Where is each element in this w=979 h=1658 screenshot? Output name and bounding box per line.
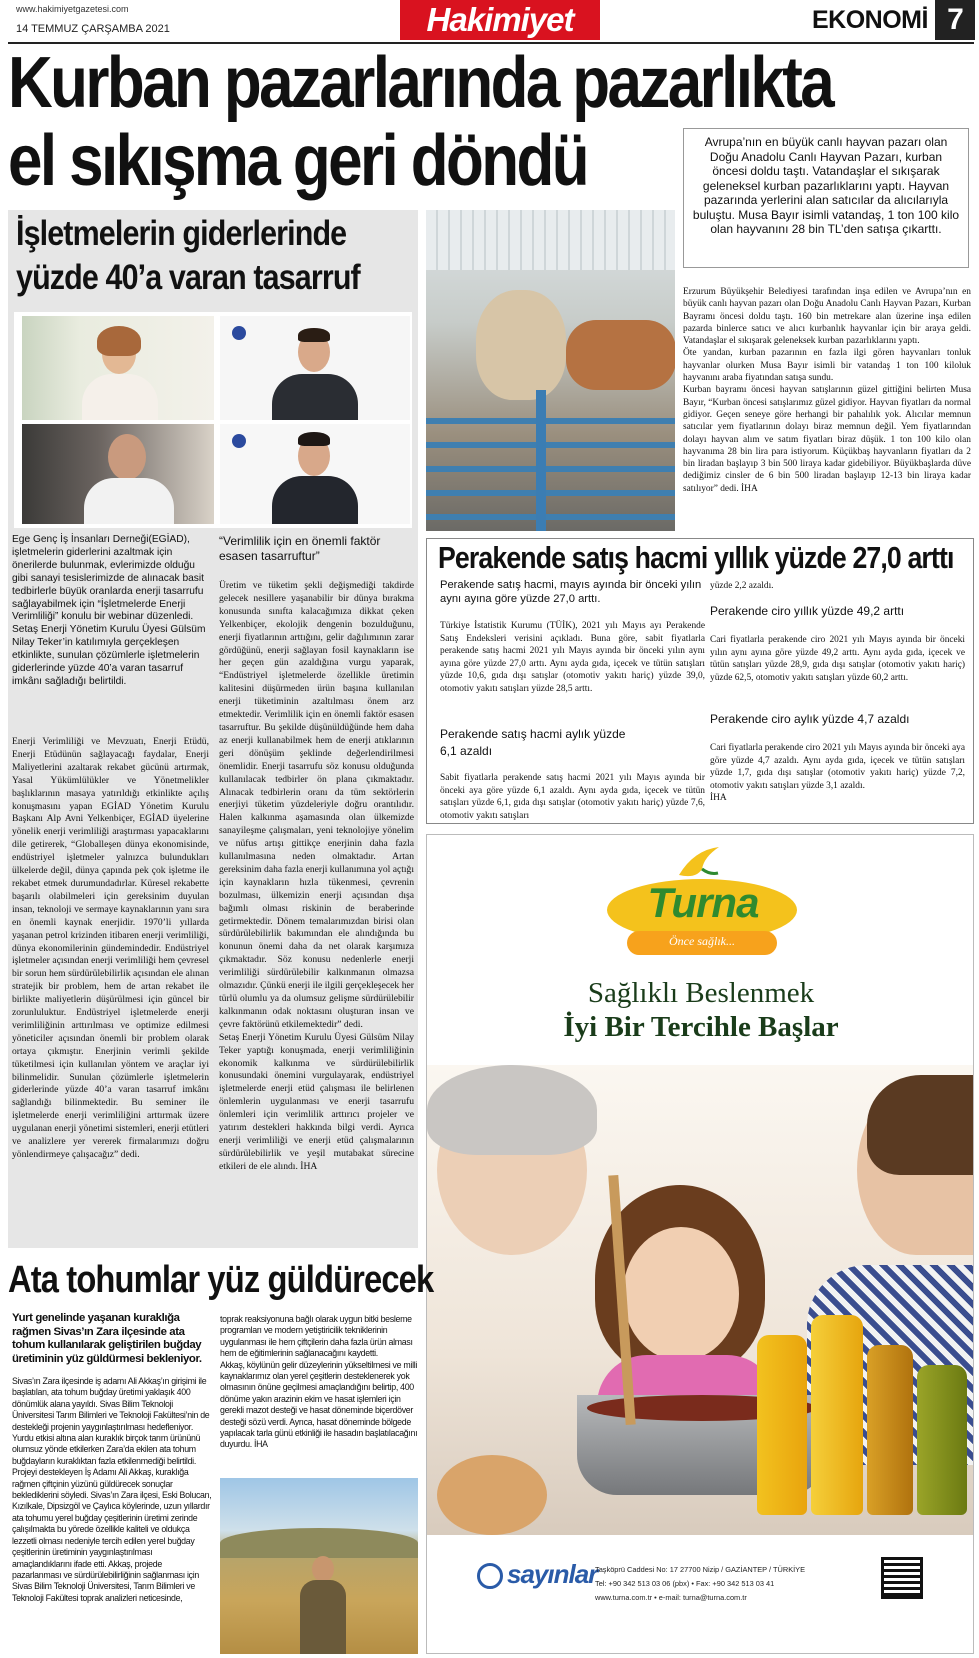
retail-sub2: Perakende ciro yıllık yüzde 49,2 arttı (710, 604, 905, 618)
person-hair (298, 328, 330, 342)
oil-bottle-3 (867, 1345, 913, 1515)
bull-head (476, 290, 566, 400)
main-body: Erzurum Büyükşehir Belediyesi tarafından inşa edilen ve Avrupa’nın en büyük canlı hayvan pazarı olan Doğu Anadolu Canlı Hayvan Pazarı, Kurban Bayramı öncesi doldu taştı. 160 bin metrekare alan üzerine inşa edilen pazarda binlerce satıcı ve alıcı kurbanlık hayvanlar için bir araya geldi. Vatandaşlar el sıkışarak geleneksek kurban pazarlıklarını yaptı. Öte yandan, kurban pazarının en fazla ilgi gören hayvanları tonluk hayvanlar olurken Musa Bayır isimli bir vatandaş 1 ton 100 kiloluk hayvanını araba fiyatından satışa sundu. Kurban bayramı öncesi hayvan satışlarının güzel gittiğini belirten Musa Bayır, “Kurban öncesi satışlarımız güzel gidiyor. Hayvan fiyatları da normal gidiyor. Geçen seneye göre herhangi bir pahalılık yok. Alıcılar memnun satıcılar yem fiyatlarının dolayı biraz memnun değil. Yem fiyatlarından dolayı hayvan alım ve satım fiyatları biraz düşük. 1 ton 100 kilo olan hayvanıma 28 bin lira para istiyorum. Küçükbaş hayvanların fiyatları da 2 bin liradan başlayıp 3 bin 500 liraya kadar gidebiliyor. Büyükbaşlarda düve dediğimiz cinsler de 6 bin 500 liradan başlayıp 12-13 bin liraya kadar satılıyor” dedi. İHA (683, 287, 971, 494)
main-summary-box (683, 128, 969, 268)
wheat-field-photo (220, 1478, 418, 1654)
logo-badge-icon (232, 326, 246, 340)
ad-slogan-line1: Sağlıklı Beslenmek (587, 977, 815, 1009)
webinar-tile-man-3 (220, 424, 410, 524)
person-body (82, 374, 158, 420)
farmer-head (312, 1556, 334, 1582)
sayinlar-icon (477, 1563, 503, 1589)
farmer-body (300, 1580, 346, 1654)
main-headline-line1: Kurban pazarlarında pazarlıkta (8, 43, 833, 123)
retail-p4: Cari fiyatlarla perakende ciro 2021 yılı Mayıs ayında bir önceki aya göre yüzde 4,7 azaldı. Aynı ayda gıda, içecek ve tütün satışları yüzde 1,7, gıda dışı satışlar (otomotiv yakıtı hariç) yüzde 7,2, otomotiv yakıtı satışları yüzde 3,1 azaldı. İHA (710, 743, 965, 803)
egiad-body-col1: Enerji Verimliliği ve Mevzuatı, Enerji Etüdü, Enerji Etüdünün sağlayacağı faydalar, Enerji Maliyetlerini azaltarak rekabet gücünü artırmak, Yasal Yükümlülükler ve Yönetmelikler başlıklarının masaya yatırıldığı etkinlikte açılış konuşmasını yapan EGİAD Yönetim Kurulu Başkanı Alp Avni Yelkenbiçer, EGİAD üyelerine yönelik enerji verimliliği araştırması yapacaklarını dile getirerek, “Globalleşen dünya ekonomisinde, endüstriyel işletmeler yalnızca bulundukları ülkelerde değil, dünya çapında pek çok işletme ile rekabet etmek durumundadırlar. Küresel rekabette başarılı olabilmeleri için gereksinim duyulan insan, teknoloji ve sermaye kaynaklarının yanı sıra en önemli kaynak enerjidir. 1970’li yıllarda yaşanan petrol krizinden itibaren enerji verimliliği, dünya ekonomilerinin gündemindedir. Endüstriyel işletmeler açısından enerji verimliliği hem çevresel bir sorun hem sürdürülebilirlik açısından ele alınan stratejik bir problem, hem de artan rekabet ile birlikte maliyetlerin düşürülmesi için güncel bir zorunluluktur. Endüstriyel işletmelerde enerji verimliliğinin arttırılması ve optimize edilmesi yöneticiler açısından önemli bir problem olarak ortaya çıkmıştır. Enerjinin verimli şekilde tüketilmesi için kullanılan yöntem ve araçlar iyi bilinmelidir. Sunulan çözümlerle işletmelerin giderlerinde yüzde 40’a varan tasarruf imkânı sağlandığı bilinmektedir. Bu seminer ile işletmelerde enerji verimliliğini arttırmak üzere uygulanan enerji yönetimi sistemleri, enerji etütleri ve analizlere yer vererek firmalarımızı doğru yönlendirmeye çalışacağız” dedi. (12, 736, 209, 1160)
railing (426, 400, 675, 531)
seed-body-col2: toprak reaksiyonuna bağlı olarak uygun bitki besleme programları ve modern yetiştiricilik tekniklerinin uygulanması ile hem çiftçilerin daha fazla ürün alması hem de eğitimlerinin sağlanacağını kaydetti. Akkaş, köylünün gelir düzeylerinin yükseltilmesi ve milli kaynaklarımız olan yerel çeşitlerin desteklenerek yok olmasının önüne geçilmesi amaçlandığını belirtip, 400 dönüme yakın arazinin ekim ve hasat işlemleri için gerekli mazot desteği ve hasat döneminde biçerdöver desteği sözü verdi. Ayrıca, hasat döneminde bölgede yapılacak tarla günü etkinliği ile hasadın başlatılacağını duyurdu. İHA (220, 1314, 418, 1450)
webinar-photo (14, 312, 412, 528)
person-body (272, 476, 358, 524)
webinar-tile-woman (22, 316, 214, 420)
retail-p1: Türkiye İstatistik Kurumu (TÜİK), 2021 yılı Mayıs ayı Perakende Satış Endeksleri verisini açıkladı. Buna göre, sabit fiyatlarla perakende satış hacmi 2021 yılı Mayıs ayında bir önceki yılın aynı ayına göre yüzde 27,0 arttı. Aynı ayda gıda, içecek ve tütün satışları yüzde 10,6, gıda dışı satışlar (otomotiv yakıtı hariç) yüzde 39,0, otomotiv yakıtı satışları yüzde 28,5 arttı. (440, 621, 705, 694)
section-name: EKONOMİ (812, 6, 928, 34)
ad-slogan-line2: İyi Bir Tercihle Başlar (563, 1011, 839, 1043)
person-hair (298, 432, 330, 446)
retail-p3: Cari fiyatlarla perakende ciro 2021 yılı Mayıs ayında bir önceki yılın aynı ayına göre yüzde 49,2 arttı. Aynı ayda gıda, içecek ve tütün satışları yüzde 28,9, gıda dışı satışlar (otomotiv yakıtı hariç) yüzde 62,5, otomotiv yakıtı satışları yüzde 60,2 arttı. (710, 635, 965, 683)
oil-bottle-2 (811, 1315, 863, 1515)
webinar-tile-man-1 (220, 316, 410, 420)
retail-sub3: Perakende ciro aylık yüzde 4,7 azaldı (710, 712, 910, 726)
hill (220, 1528, 418, 1558)
oil-bottle-1 (757, 1335, 807, 1515)
retail-lead: Perakende satış hacmi, mayıs ayında bir önceki yılın aynı ayına göre yüzde 27,0 arttı. (440, 579, 702, 605)
person-body (272, 374, 358, 420)
person-head (108, 434, 146, 480)
mother-hair (867, 1075, 974, 1175)
retail-sub1: Perakende satış hacmi aylık yüzde 6,1 azaldı (440, 727, 626, 758)
webinar-tile-man-2 (22, 424, 214, 524)
ad-address: Taşköprü Caddesi No: 17 27700 Nizip / GAZİANTEP / TÜRKİYE (595, 1565, 806, 1574)
person-hair (97, 326, 141, 356)
oil-bottle-4 (917, 1365, 967, 1515)
grandmother-hair (427, 1065, 597, 1155)
turna-tagline: Önce sağlık... (669, 934, 735, 948)
seed-lead: Yurt genelinde yaşanan kuraklığa rağmen Sivas’ın Zara ilçesinde ata tohum kullanılarak geliştirilen buğday üretiminin yüz güldürmesi bekleniyor. (12, 1312, 202, 1365)
egiad-headline-line1: İşletmelerin giderlerinde (16, 214, 347, 253)
masthead-logo[interactable] (400, 0, 600, 40)
bull-body-right (566, 320, 675, 390)
retail-p2-cont: yüzde 2,2 azaldı. (710, 581, 774, 591)
cattle-market-photo (426, 210, 675, 531)
sayinlar-brand: sayınlar (507, 1559, 598, 1589)
page-number: 7 (947, 3, 963, 36)
main-headline-line2: el sıkışma geri döndü (8, 121, 587, 201)
page-number-box (935, 0, 975, 40)
egiad-subhead: “Verimlilik için en önemli faktör esasen tasarruftur” (219, 534, 381, 563)
turna-advertisement[interactable] (426, 834, 974, 1654)
retail-headline: Perakende satış hacmi yıllık yüzde 27,0 arttı (438, 540, 954, 575)
person-body (84, 478, 174, 524)
issue-date: 14 TEMMUZ ÇARŞAMBA 2021 (16, 23, 170, 35)
egiad-body-col2: Üretim ve tüketim şekli değişmediği takdirde gelecek nesillere yaşanabilir bir dünya bırakma konusunda sınıfta kalacağımıza dikkat çeken Yelkenbiçer, ekolojik dengenin bozulduğunu, enerji fiyatlarının arttığını, gelir dağılımının zarar gördüğünü, enerji sağlayan fosil kaynakların ise her geçen gün azaldığına vurgu yaparak, “Endüstriyel işletmelerde özellikle üretimin kalitesini düşürmeden ürün başına kullanılan enerji tüketiminin azaltılması önem arz etmektedir. Verimlilik için en önemli faktör esasen tasarruftur. Bu şekilde düşünüldüğünde hem daha az enerji kullanabilmek hem de enerji atıklarının geri dönüşüm şeklinde değerlendirilmesi önemlidir. Enerji tasarrufu söz konusu olduğunda kullanılacak tedbirler ön plana çıkmaktadır. Alınacak tedbirlerin oranı da tüm sektörlerin enerjiyi tüketim yüzdeleriyle doğru orantılıdır. Halen kalkınma aşamasında olan ülkemizde sanayileşme çalışmaları, yeni teknolojiye yönelim ve nüfus artışı gittikçe enerjinin daha fazla kullanılmasına neden olmaktadır. Artan gereksinim daha fazla enerji kullanımına yol açtığı için kaynakların hızla tükenmesi, çevrenin bozulması, ülkemizin enerji açısından dışa bağımlı olması riskinin de beraberinde getirmektedir. Dönem temalarımızdan birisi olan sürdürülebilirlik bakımından ele alındığında bu konunun önemi daha da net olarak karşımıza çıkmaktadır. Söz konusu nedenlerle enerji verimliliği sürdürülebilir kalkınmanın olmazsa olmazıdır. Çünkü enerji ile ilgili gerçekleşecek her türlü olumlu ya da olumsuz gelişme sürdürülebilir kalkınmanın odak noktasını oluşturan insan ve çevre faktörünü etkilemektedir” dedi. Setaş Enerji Yönetim Kurulu Üyesi Gülsüm Nilay Teker yaptığı konuşmada, enerji verimliliğinin ekonomik kalkınma ve sürdürülebilirlik konusundaki önemini vurgulayarak, endüstriyel işletmelerde enerji etüd çalışması ile belirlenen önlemlerin uygulanması ve enerji tasarrufu önlemleri için verimlilik arttırıcı projeler ve yatırım destekleri hakkında bilgi verdi. Ayrıca enerji verimliliği ve enerji etüd çalışmalarının sürdürülebilirlik ve yeşil mutabakat sürecine etkileri de ele alındı. İHA (219, 580, 414, 1172)
retail-p2: Sabit fiyatlarla perakende satış hacmi 2021 yılı Mayıs ayında bir önceki aya göre yüzde 6,1 azaldı. Aynı ayda gıda, içecek ve tütün satışları yüzde 6,1, gıda dışı satışlar (otomotiv yakıtı hariç) yüzde 7,6, otomotiv yakıtı satışları (440, 773, 705, 821)
seed-headline: Ata tohumlar yüz güldürecek (8, 1259, 434, 1301)
ad-phone: Tel: +90 342 513 03 06 (pbx) • Fax: +90 342 513 03 41 (595, 1579, 775, 1588)
seed-body-col1: Sivas’ın Zara ilçesinde iş adamı Ali Akkaş’ın girişimi ile başlatılan, ata tohum buğday üretimi yaklaşık 400 dönümlük alana yayıldı. Sivas Bilim Teknoloji Üniversitesi Tarım Bilimleri ve Teknoloji Fakültesi’nin de destekleği projenin yaygınlaştırılması hedefleniyor. Yurdu etkisi altına alan kuraklık birçok tarım ürününü olumsuz yönde etkilerken Zara’da ekilen ata tohum buğdayların kuraklıktan fazla etkilenmediği belirtildi. Projeyi destekleyen İş Adamı Ali Akkaş, kuraklığa rağmen çiftçinin yüzünü güldürecek sonuçlar beklediklerini söyledi. Sivas’ın Zara ilçesi, Eski Bolucan, Kızılkale, Dipsizgöl ve Çaylıca köylerinde, uzun yıllardır ata tohumu yerel buğday çeşitlerinin üretimi zerinde çalışılmakta bu yörede özellikle kaliteli ve oldukça lezzetli olması nedeniyle tercih edilen yerel buğday çeşitlerinin üretiminin yaygınlaştırılması amaçlandıklarını ifade etti. Akkaş, projede pazarlanması ve sürdürülebilirliğinin sağlanması için Sivas Bilim Teknoloji Üniversitesi, Tarım Bilimleri ve Teknoloji Fakültesi toprak analizleri neticesinde, (12, 1376, 212, 1603)
egiad-headline-line2: yüzde 40’a varan tasarruf (16, 258, 360, 297)
egiad-lead: Ege Genç İş İnsanları Derneği(EGİAD), işletmelerin giderlerini azaltmak için önerilerde bulunmak, evlerimizde olduğu gibi sanayi tesislerimizde de alınacak basit tedbirlerle büyük oranlarda enerji tasarrufu sağlayabilmek için “İşletmelerde Enerji Verimliliği” konulu bir webinar düzenledi. Setaş Enerji Yönetim Kurulu Üyesi Gülsüm Nilay Teker’in katılımıyla gerçekleşen etkinlikte, sunulan çözümlerle işletmelerin giderlerinde yüzde 40’a varan tasarruf imkânı sağladığı belirtildi. (12, 534, 206, 687)
website-url[interactable]: www.hakimiyetgazetesi.com (16, 4, 129, 14)
logo-text: Hakimiyet (426, 1, 574, 38)
market-roof (426, 210, 675, 270)
turna-brand: Turna (647, 879, 759, 926)
girl-face (623, 1227, 739, 1361)
railing-post (536, 390, 546, 531)
qr-code-icon (881, 1557, 923, 1599)
ad-web[interactable]: www.turna.com.tr • e-mail: turna@turna.com.tr (595, 1593, 747, 1602)
onion (437, 1455, 547, 1535)
logo-badge-icon (232, 434, 246, 448)
main-summary: Avrupa’nın en büyük canlı hayvan pazarı olan Doğu Anadolu Canlı Hayvan Pazarı, kurban öncesi doldu taştı. Vatandaşlar el sıkışarak geleneksel kurban pazarlıklarını yaptı. Hayvan pazarında yerlerini alan satıcılar da alıcılarıyla buluştu. Musa Bayır isimli vatandaş, 1 ton 100 kilo olan hayvanını 28 bin TL’den satışa çıkarttı. (692, 135, 960, 236)
